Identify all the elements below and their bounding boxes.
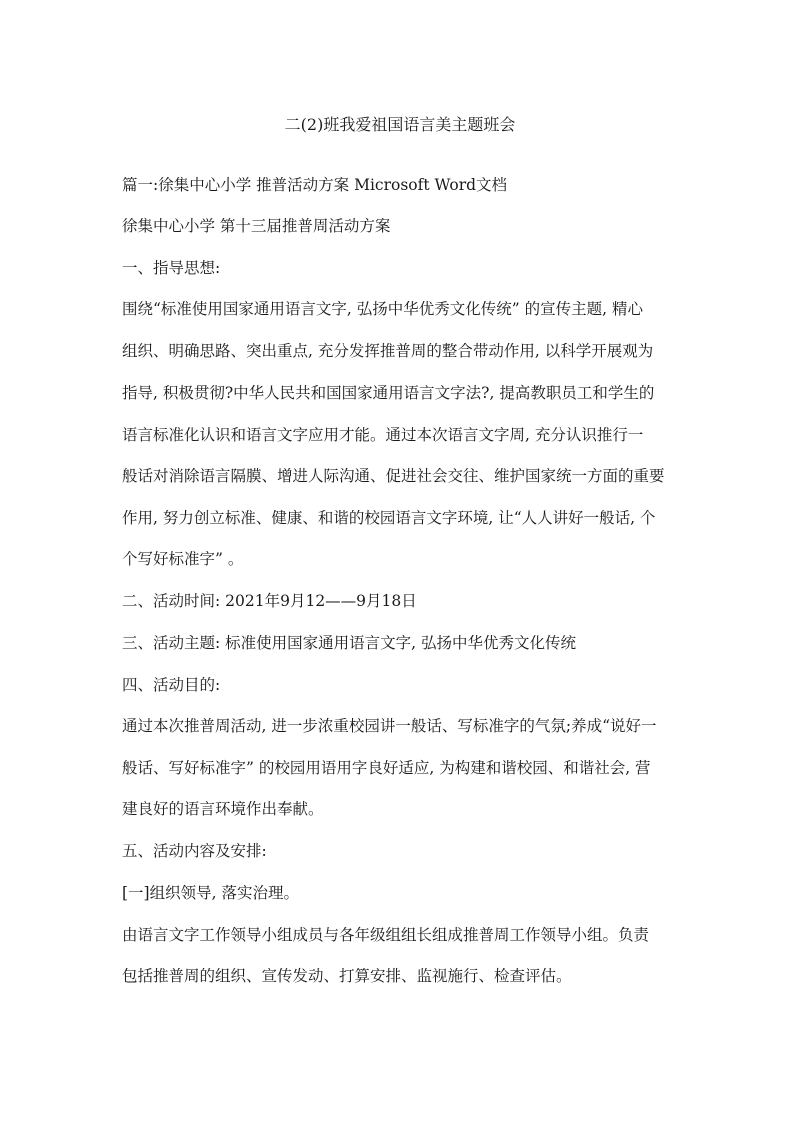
subsection-heading: [一]组织领导, 落实治理。 [122,884,299,902]
paragraph-line: 包括推普周的组织、宣传发动、打算安排、监视施行、检查评估。 [122,967,572,985]
section-heading: 四、活动目的: [122,676,221,694]
paragraph-line: 建良好的语言环境作出奉献。 [122,800,324,818]
paragraph-line: 围绕“标准使用国家通用语言文字, 弘扬中华优秀文化传统” 的宣传主题, 精心 [122,300,643,318]
document-title: 二(2)班我爱祖国语言美主题班会 [284,115,516,134]
paragraph-line: 语言标准化认识和语言文字应用才能。通过本次语言文字周, 充分认识推行一 [122,426,644,444]
section-heading: 五、活动内容及安排: [122,842,267,860]
paragraph-line: 由语言文字工作领导小组成员与各年级组组长组成推普周工作领导小组。负责 [122,926,650,944]
paragraph-line: 作用, 努力创立标准、健康、和谐的校园语言文字环境, 让“人人讲好一般话, 个 [122,509,656,527]
paragraph-line: 个写好标准字” 。 [122,550,244,568]
paragraph-line: 指导, 积极贯彻?中华人民共和国国家通用语言文字法?, 提高教职员工和学生的 [122,384,655,402]
section-heading: 三、活动主题: 标准使用国家通用语言文字, 弘扬中华优秀文化传统 [122,634,577,652]
paragraph-line: 通过本次推普周活动, 进一步浓重校园讲一般话、写标准字的气氛;养成“说好一 [122,717,657,735]
paragraph-line: 组织、明确思路、突出重点, 充分发挥推普周的整合带动作用, 以科学开展观为 [122,342,654,360]
paragraph-line: 般话对消除语言隔膜、增进人际沟通、促进社会交往、维护国家统一方面的重要 [122,467,665,485]
section-heading: 二、活动时间: 2021年9月12——9月18日 [122,592,417,610]
paragraph-line: 般话、写好标准字” 的校园用语用字良好适应, 为构建和谐校园、和谐社会, 营 [122,759,651,777]
paragraph-line: 徐集中心小学 第十三届推普周活动方案 [122,217,391,235]
paragraph-line: 篇一:徐集中心小学 推普活动方案 Microsoft Word文档 [122,176,508,194]
section-heading: 一、指导思想: [122,259,221,277]
